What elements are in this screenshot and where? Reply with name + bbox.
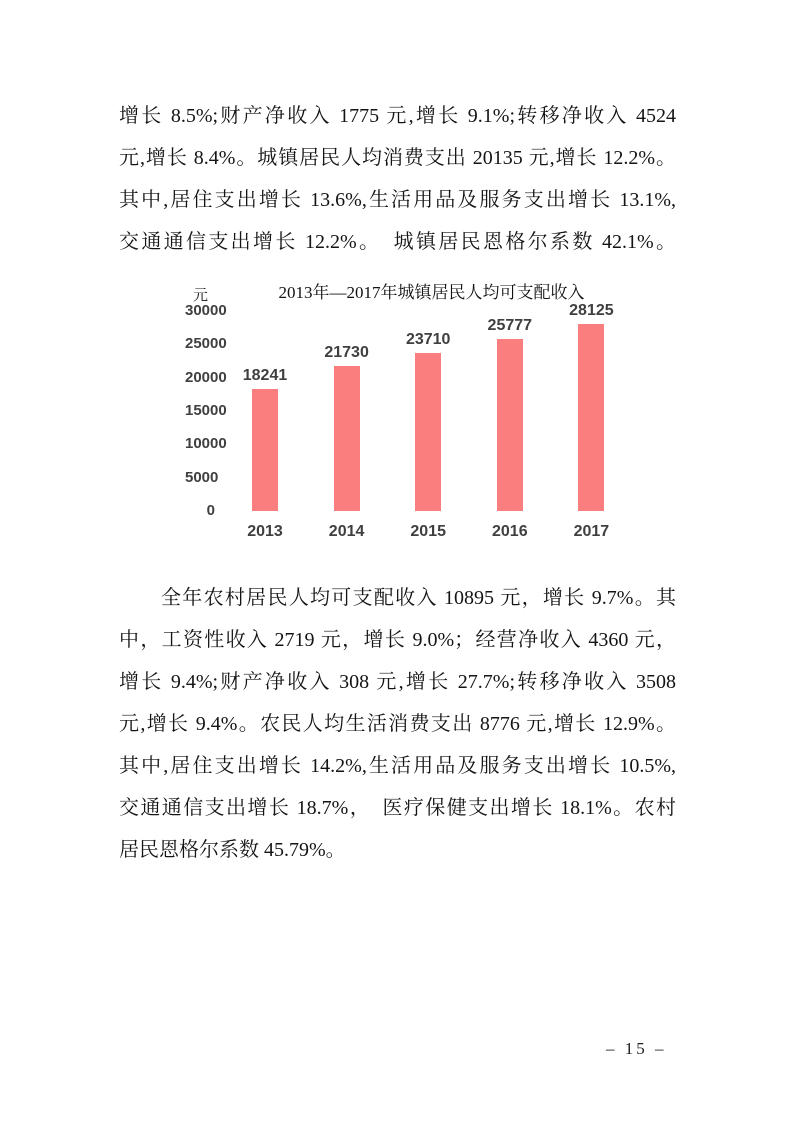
text-line: 交通通信支出增长 18.7%， 医疗保健支出增长 18.1%。农村 <box>119 797 676 819</box>
text-line: 增长 8.5%;财产净收入 1775 元,增长 9.1%;转移净收入 4524 <box>119 105 676 127</box>
x-axis-label: 2014 <box>328 523 365 540</box>
y-axis-unit-label: 元 <box>193 288 209 304</box>
bar-value-label: 23710 <box>405 330 451 348</box>
bar-2013 <box>252 389 278 511</box>
y-tick-label: 15000 <box>185 402 227 419</box>
bar-2015 <box>415 353 441 511</box>
text-line: 其中,居住支出增长 13.6%,生活用品及服务支出增长 13.1%, <box>119 189 676 211</box>
y-tick-label: 30000 <box>185 302 227 319</box>
chart-title: 2013年—2017年城镇居民人均可支配收入 <box>278 283 585 302</box>
paragraph-rural-income <box>119 577 676 871</box>
income-bar-chart <box>185 276 650 548</box>
y-tick-label: 0 <box>206 502 215 519</box>
y-tick-label: 20000 <box>185 368 227 386</box>
bar-2014 <box>334 366 360 511</box>
text-line: 居民恩格尔系数 45.79%。 <box>119 839 346 861</box>
x-axis-label: 2015 <box>410 523 446 540</box>
page-number: – 15 – <box>606 1039 667 1058</box>
bar-value-label: 25777 <box>487 317 533 335</box>
x-axis-label: 2016 <box>492 523 528 540</box>
text-line: 元,增长 8.4%。城镇居民人均消费支出 20135 元,增长 12.2%。 <box>119 147 676 169</box>
x-axis-label: 2017 <box>573 523 610 540</box>
paragraph-urban-income <box>119 95 676 263</box>
bar-value-label: 28125 <box>569 301 614 319</box>
y-tick-label: 10000 <box>185 435 227 453</box>
bar-value-label: 21730 <box>324 344 369 362</box>
bar-2016 <box>497 339 523 511</box>
text-line: 中，工资性收入 2719 元，增长 9.0%；经营净收入 4360 元， <box>119 629 676 651</box>
x-axis-label: 2013 <box>247 523 283 540</box>
text-line: 增长 9.4%;财产净收入 308 元,增长 27.7%;转移净收入 3508 <box>119 671 676 693</box>
text-line: 其中,居住支出增长 14.2%,生活用品及服务支出增长 10.5%, <box>119 755 676 777</box>
bar-2017 <box>578 324 604 512</box>
bar-value-label: 18241 <box>242 367 288 385</box>
text-line: 全年农村居民人均可支配收入 10895 元，增长 9.7%。其 <box>161 587 676 609</box>
text-line: 交通通信支出增长 12.2%。 城镇居民恩格尔系数 42.1%。 <box>119 231 676 253</box>
y-tick-label: 25000 <box>185 335 227 353</box>
text-line: 元,增长 9.4%。农民人均生活消费支出 8776 元,增长 12.9%。 <box>119 713 676 735</box>
y-tick-label: 5000 <box>185 468 219 486</box>
